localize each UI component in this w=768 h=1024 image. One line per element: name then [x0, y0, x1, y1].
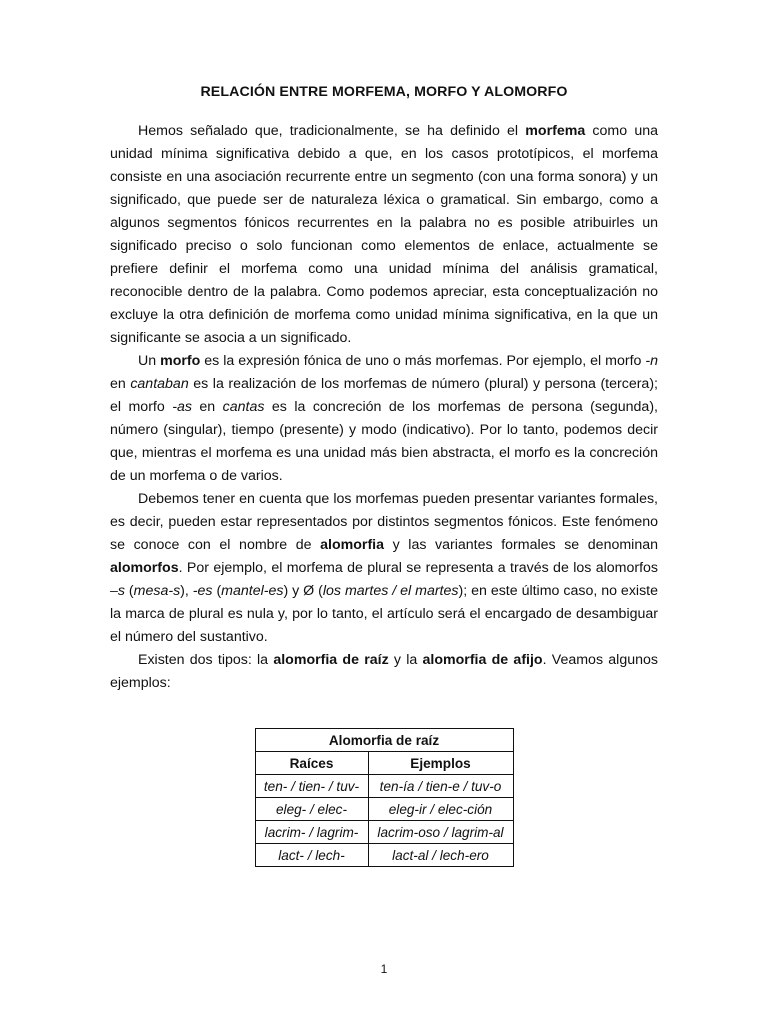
page-number: 1: [380, 962, 388, 976]
italic-example: los martes / el martes: [322, 583, 459, 599]
table-cell-raiz: eleg- / elec-: [255, 798, 368, 821]
bold-term: alomorfos: [110, 560, 179, 576]
text-span: es la realización de los morfemas de número (plural) y persona (tercera); el morfo: [110, 376, 658, 415]
text-span: y la: [388, 652, 423, 668]
table-row: [255, 775, 513, 798]
table-cell-raiz: lacrim- / lagrim-: [255, 821, 368, 844]
text-span: en: [110, 376, 131, 392]
text-span: . Veamos algunos ejemplos:: [110, 652, 658, 691]
table-row: [255, 844, 513, 867]
paragraph-morfo: [110, 350, 658, 488]
text-span: y las variantes formales se denominan: [384, 537, 658, 553]
table-cell-ejemplo: lacrim-oso / lagrim-al: [368, 821, 513, 844]
table-row: [255, 821, 513, 844]
text-span: ) y Ø (: [283, 583, 323, 599]
table-header-row: [255, 752, 513, 775]
italic-example: -n: [645, 353, 658, 369]
text-span: Existen dos tipos: la: [138, 652, 274, 668]
text-span: Debemos tener en cuenta que los morfemas pueden presentar variantes formales, es decir, pueden estar representados por distintos segmentos fónicos. Este fenómeno se conoce con el nombre de: [110, 491, 658, 553]
table-cell-raiz: ten- / tien- / tuv-: [255, 775, 368, 798]
table-container: [110, 728, 658, 867]
bold-term: alomorfia: [320, 537, 384, 553]
italic-example: mesa-s: [133, 583, 181, 599]
column-header-raices: Raíces: [255, 752, 368, 775]
alomorfia-table: [255, 728, 514, 867]
table-cell-ejemplo: lact-al / lech-ero: [368, 844, 513, 867]
text-span: Un: [138, 353, 161, 369]
text-span: ),: [180, 583, 193, 599]
italic-example: mantel-es: [221, 583, 284, 599]
text-span: ); en este último caso, no existe la marca de plural es nula y, por lo tanto, el artículo será el encargado de desambiguar el número del sustantivo.: [110, 583, 658, 645]
paragraph-alomorfia: [110, 488, 658, 649]
bold-term: morfema: [525, 123, 586, 139]
text-span: es la expresión fónica de uno o más morfemas. Por ejemplo, el morfo: [200, 353, 646, 369]
text-span: es la concreción de los morfemas de persona (segunda), número (singular), tiempo (presente) y modo (indicativo). Por lo tanto, podemos decir que, mientras el morfema es una unidad más bien abstracta, el morfo es la concreción de un morfema o de varios.: [110, 399, 658, 484]
text-span: (: [212, 583, 222, 599]
text-span: en: [191, 399, 223, 415]
text-span: . Por ejemplo, el morfema de plural se representa a través de los alomorfos: [178, 560, 658, 576]
italic-example: -es: [192, 583, 213, 599]
table-caption: Alomorfia de raíz: [255, 729, 513, 752]
bold-term: morfo: [160, 353, 201, 369]
bold-term: alomorfia de afijo: [422, 652, 543, 668]
italic-example: cantas: [222, 399, 265, 415]
table-cell-ejemplo: ten-ía / tien-e / tuv-o: [368, 775, 513, 798]
text-span: como una unidad mínima significativa debido a que, en los casos prototípicos, el morfema consiste en una asociación recurrente entre un segmento (con una forma sonora) y un significado, que puede ser de naturaleza léxica o gramatical. Sin embargo, como a algunos segmentos fónicos recurrentes en la palabra no es posible atribuirles un significado preciso o solo funcionan como elementos de enlace, actualmente se prefiere definir el morfema como una unidad mínima del análisis gramatical, reconocible dentro de la palabra. Como podemos apreciar, esta conceptualización no excluye la otra definición de morfema como unidad mínima significativa, en la que un significante se asocia a un significado.: [110, 123, 658, 346]
table-caption-row: [255, 729, 513, 752]
paragraph-tipos: [110, 649, 658, 695]
paragraph-morfema: [110, 120, 658, 350]
italic-example: –s: [110, 583, 125, 599]
table-cell-raiz: lact- / lech-: [255, 844, 368, 867]
text-span: Hemos señalado que, tradicionalmente, se ha definido el: [138, 123, 526, 139]
column-header-ejemplos: Ejemplos: [368, 752, 513, 775]
bold-term: alomorfia de raíz: [273, 652, 389, 668]
page-title: RELACIÓN ENTRE MORFEMA, MORFO Y ALOMORFO: [200, 84, 568, 100]
table-cell-ejemplo: eleg-ir / elec-ción: [368, 798, 513, 821]
table-row: [255, 798, 513, 821]
text-span: (: [124, 583, 134, 599]
italic-example: -as: [172, 399, 192, 415]
italic-example: cantaban: [130, 376, 189, 392]
